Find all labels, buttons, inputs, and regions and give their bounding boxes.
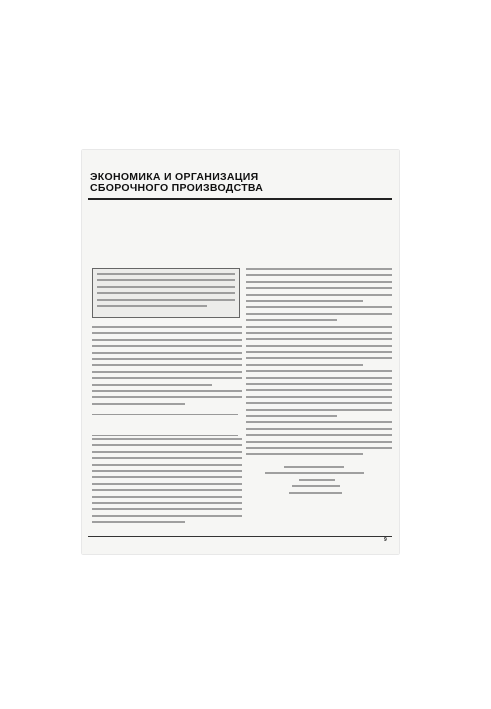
footnote-box [92, 414, 238, 436]
page-number: 9 [384, 537, 387, 543]
section-title: ЭКОНОМИКА И ОРГАНИЗАЦИЯ СБОРОЧНОГО ПРОИЗВОДСТВА [90, 171, 264, 194]
left-column-text-top [92, 326, 242, 412]
right-column-text [246, 268, 392, 464]
section-rule [88, 198, 392, 200]
footer-rule [88, 536, 392, 537]
formula-block [258, 466, 378, 528]
abstract-box [92, 268, 240, 318]
left-column-text-bottom [92, 438, 242, 530]
abstract-text-lines [97, 273, 235, 311]
